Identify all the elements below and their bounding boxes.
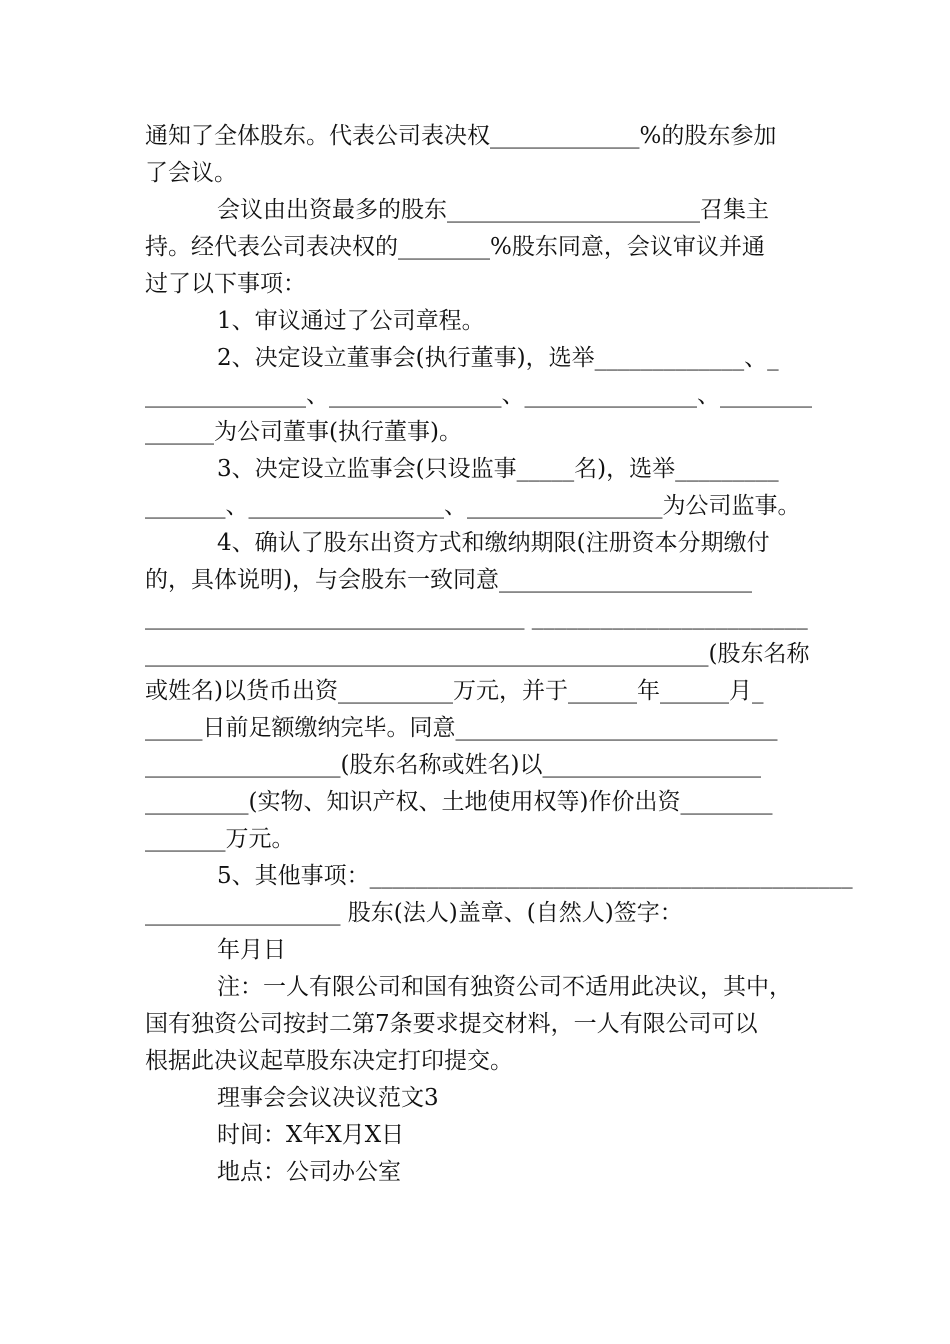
- paragraph-line: _________________________________ ________________________: [145, 604, 808, 630]
- paragraph-line: 或姓名)以货币出资__________万元，并于______年______月_: [145, 678, 764, 704]
- list-item-2: 2、决定设立董事会(执行董事)，选举_____________、_: [217, 345, 779, 371]
- paragraph-line: 过了以下事项：: [145, 271, 306, 297]
- paragraph-line: _____日前足额缴纳完毕。同意____________________________: [145, 715, 778, 741]
- paragraph-line: 持。经代表公司表决权的________%股东同意，会议审议并通: [145, 234, 765, 260]
- paragraph-line: 的，具体说明)，与会股东一致同意______________________: [145, 567, 752, 593]
- note-paragraph: 注：一人有限公司和国有独资公司不适用此决议，其中，: [217, 974, 792, 1000]
- section-title: 理事会会议决议范文3: [217, 1085, 439, 1111]
- paragraph-line: 了会议。: [145, 160, 237, 186]
- paragraph-line: _________________________________________________(股东名称: [145, 641, 810, 667]
- list-item-1: 1、审议通过了公司章程。: [217, 308, 485, 334]
- paragraph-line: ______为公司董事(执行董事)。: [145, 419, 462, 445]
- list-item-3: 3、决定设立监事会(只设监事_____名)，选举_________: [217, 456, 779, 482]
- list-item-4: 4、确认了股东出资方式和缴纳期限(注册资本分期缴付: [217, 530, 770, 556]
- paragraph-line: ______________、_______________、_______________、________: [145, 382, 812, 408]
- list-item-5: 5、其他事项：__________________________________________: [217, 863, 853, 889]
- document-body: [145, 118, 853, 1191]
- paragraph-line: _________________(股东名称或姓名)以___________________: [145, 752, 761, 778]
- paragraph-line: 通知了全体股东。代表公司表决权_____________%的股东参加: [145, 123, 777, 149]
- date-line: 年月日: [217, 937, 286, 963]
- signature-line: _________________ 股东(法人)盖章、(自然人)签字：: [145, 900, 683, 926]
- paragraph-line: _______万元。: [145, 826, 295, 852]
- note-paragraph: 国有独资公司按封二第7条要求提交材料，一人有限公司可以: [145, 1011, 758, 1037]
- note-paragraph: 根据此决议起草股东决定打印提交。: [145, 1048, 513, 1074]
- meeting-location: 地点：公司办公室: [217, 1159, 401, 1185]
- paragraph-line: _______、_________________、_________________为公司监事。: [145, 493, 801, 519]
- paragraph-line: 会议由出资最多的股东______________________召集主: [217, 197, 769, 223]
- meeting-time: 时间：X年X月X日: [217, 1122, 405, 1148]
- paragraph-line: _________(实物、知识产权、土地使用权等)作价出资________: [145, 789, 773, 815]
